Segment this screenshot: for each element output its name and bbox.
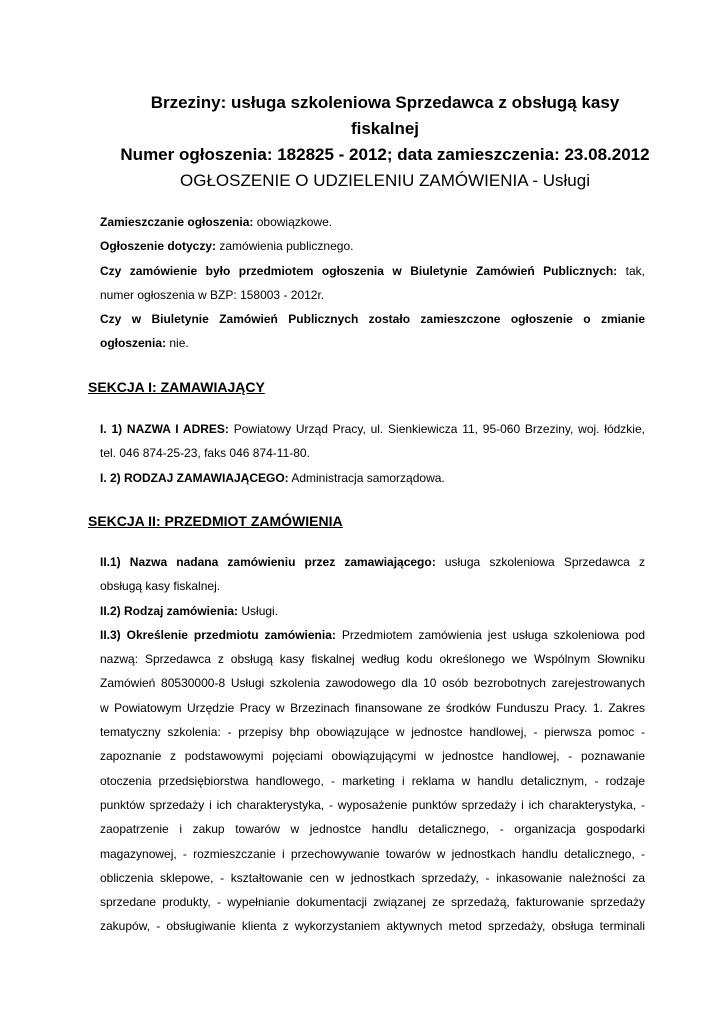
concerns-value: zamówienia publicznego. bbox=[216, 239, 354, 254]
contractor-type-label: I. 2) RODZAJ ZAMAWIAJĄCEGO: bbox=[100, 470, 289, 485]
title-line-1: Brzeziny: usługa szkoleniowa Sprzedawca z obsługą kasy bbox=[150, 93, 620, 112]
bzp-number: numer ogłoszenia w BZP: 158003 - 2012r. bbox=[100, 287, 325, 302]
concerns-row bbox=[100, 234, 645, 258]
name-address-value: Powiatowy Urząd Pracy, ul. Sienkiewicza 11, 95-060 Brzeziny, woj. łódzkie, bbox=[228, 422, 645, 436]
order-kind-value: Usługi. bbox=[238, 603, 279, 618]
order-desc-line: w Powiatowym Urzędzie Pracy w Brzezinach finansowane ze środków Funduszu Pracy. 1. Zakres bbox=[100, 700, 645, 715]
order-desc-line: obliczenia sklepowe, - kształtowanie cen w jednostkach sprzedaży, - inkasowanie należności za bbox=[100, 870, 645, 885]
document-title bbox=[90, 90, 680, 194]
order-name-row bbox=[100, 550, 645, 574]
placement-row bbox=[100, 210, 645, 234]
announcement-number: Numer ogłoszenia: 182825 - 2012; data zamieszczenia: 23.08.2012 bbox=[120, 145, 650, 164]
name-address-label: I. 1) NAZWA I ADRES: bbox=[100, 422, 229, 436]
placement-value: obowiązkowe. bbox=[253, 215, 333, 229]
change-label: Czy w Biuletynie Zamówień Publicznych zostało zamieszczone ogłoszenie o zmianie ogłoszenia: bbox=[100, 312, 645, 351]
order-name-label: II.1) Nazwa nadana zamówieniu przez zamawiającego: bbox=[100, 555, 436, 569]
notice-type: OGŁOSZENIE O UDZIELENIU ZAMÓWIENIA - Usługi bbox=[180, 171, 590, 190]
name-address-row bbox=[100, 417, 645, 441]
section-1-heading: SEKCJA I: ZAMAWIAJĄCY bbox=[88, 379, 265, 395]
order-desc-line: zakupów, - obsługiwanie klienta z wykorzystaniem aktywnych metod sprzedaży, obsługa terminali bbox=[100, 919, 645, 934]
order-kind-label: II.2) Rodzaj zamówienia: bbox=[100, 603, 239, 618]
order-desc-line: zaopatrzenie i zakup towarów w jednostce handlu detalicznego, - organizacja gospodarki bbox=[100, 822, 645, 837]
order-desc-line: Zamówień 80530000-8 Usługi szkolenia zawodowego dla 10 osób bezrobotnych zarejestrowanych bbox=[100, 676, 645, 691]
placement-label: Zamieszczanie ogłoszenia: bbox=[100, 215, 254, 229]
order-desc-line: zapoznanie z podstawowymi pojęciami obowiązującymi w jednostce handlowej, - poznawanie bbox=[100, 749, 645, 764]
section-1-body bbox=[100, 417, 645, 490]
change-row bbox=[100, 307, 645, 356]
order-desc-line: Przedmiotem zamówienia jest usługa szkoleniowa pod bbox=[335, 627, 646, 642]
concerns-label: Ogłoszenie dotyczy: bbox=[100, 239, 217, 254]
order-desc-row bbox=[100, 623, 645, 647]
phone-fax: tel. 046 874-25-23, faks 046 874-11-80. bbox=[100, 446, 310, 461]
order-name-cont: obsługą kasy fiskalnej. bbox=[100, 579, 221, 594]
order-desc-line: otoczenia przedsiębiorstwa handlowego, - marketing i reklama w handlu detalicznym, - rodzaje bbox=[100, 773, 645, 788]
order-name-value: usługa szkoleniowa Sprzedawca z bbox=[435, 555, 645, 569]
order-desc-line: punktów sprzedaży i ich charakterystyka, - wyposażenie punktów sprzedaży i ich charakterystyka, - bbox=[100, 797, 645, 812]
bzp-row bbox=[100, 259, 645, 283]
contractor-type-value: Administracja samorządowa. bbox=[288, 470, 445, 485]
order-desc-label: II.3) Określenie przedmiotu zamówienia: bbox=[100, 627, 336, 642]
change-value: nie. bbox=[166, 336, 189, 351]
section-2-heading: SEKCJA II: PRZEDMIOT ZAMÓWIENIA bbox=[88, 513, 343, 529]
section-2-body bbox=[100, 550, 645, 939]
order-desc-line: sprzedane produkty, - wypełnianie dokumentacji związanej ze sprzedażą, fakturowanie sprzedaży bbox=[100, 895, 645, 910]
order-desc-line: nazwą: Sprzedawca z obsługą kasy fiskalnej według kodu określonego we Wspólnym Słowniku bbox=[100, 652, 645, 667]
bzp-value: tak, bbox=[617, 263, 645, 278]
intro-block bbox=[100, 210, 645, 356]
order-kind-row bbox=[100, 599, 645, 623]
contractor-type-row bbox=[100, 466, 645, 490]
order-desc-line: tematyczny szkolenia: - przepisy bhp obowiązujące w jednostce handlowej, - pierwsza pomoc - bbox=[100, 725, 645, 740]
bzp-label: Czy zamówienie było przedmiotem ogłoszenia w Biuletynie Zamówień Publicznych: bbox=[100, 263, 618, 278]
order-desc-line: magazynowej, - rozmieszczanie i przechowywanie towarów w jednostkach handlu detalicznego, - bbox=[100, 846, 645, 861]
title-line-2: fiskalnej bbox=[350, 119, 420, 138]
